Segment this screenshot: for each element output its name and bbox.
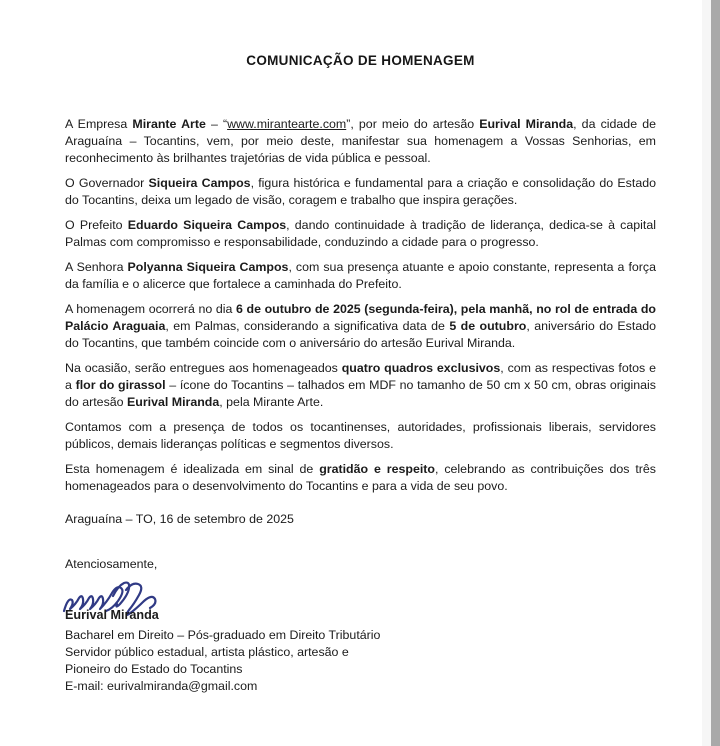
website-url-text: www.mirantearte.com — [227, 117, 347, 131]
document-title: COMUNICAÇÃO DE HOMENAGEM — [246, 53, 475, 68]
emphasized-text: Eurival Miranda — [479, 117, 574, 131]
closing-salutation: Atenciosamente, — [65, 557, 158, 571]
paragraph — [65, 301, 656, 352]
body-text: ”, por meio do artesão — [346, 117, 480, 131]
body-text: Contamos com a presença de todos os tocantinenses, autoridades, profissionais liberais, servidores públicos, demais lideranças políticas e segmentos diversos. — [65, 420, 656, 451]
signatory-name: Eurival Miranda — [65, 608, 159, 622]
signature-lines — [65, 627, 656, 695]
body-text: , com as respectivas fotos e a — [65, 361, 656, 392]
emphasized-text: 6 de outubro de 2025 (segunda-feira), pela manhã, no rol de entrada do Palácio Araguaia — [65, 302, 656, 333]
emphasized-text: Eurival Miranda — [127, 395, 220, 409]
body-text: A Empresa — [65, 117, 133, 131]
body-text: , celebrando as contribuições dos três homenageados para o desenvolvimento do Tocantins e para a vida de seu povo. — [65, 462, 656, 493]
paragraph — [65, 116, 656, 167]
emphasized-text: Mirante Arte — [132, 117, 206, 131]
emphasized-text: flor do girassol — [75, 378, 166, 392]
date-place-line: Araguaína – TO, 16 de setembro de 2025 — [65, 512, 294, 526]
body-text: , pela Mirante Arte. — [219, 395, 324, 409]
paragraph — [65, 419, 656, 453]
emphasized-text: Polyanna Siqueira Campos — [127, 260, 289, 274]
body-text: A Senhora — [65, 260, 128, 274]
body-text: , em Palmas, considerando a significativa data de — [165, 319, 450, 333]
body-text: , da cidade de Araguaína – Tocantins, vem, por meio deste, manifestar sua homenagem a Vossas Senhorias, em reconhecimento às brilhantes trajetórias de vida pública e pessoal. — [65, 117, 656, 165]
body-text: O Governador — [65, 176, 149, 190]
signature-detail-line: E-mail: eurivalmiranda@gmail.com — [65, 679, 258, 693]
body-text: – ícone do Tocantins – talhados em MDF no tamanho de 50 cm x 50 cm, obras originais do artesão — [65, 378, 656, 409]
emphasized-text: Siqueira Campos — [148, 176, 251, 190]
body-text: , dando continuidade à tradição de liderança, dedica-se à capital Palmas com compromisso e responsabilidade, conduzindo a cidade para o progresso. — [65, 218, 656, 249]
scrollbar-thumb[interactable] — [711, 0, 720, 746]
body-text: Na ocasião, serão entregues aos homenageados — [65, 361, 342, 375]
body-text: , figura histórica e fundamental para a criação e consolidação do Estado do Tocantins, deixa um legado de visão, coragem e trabalho que inspira gerações. — [65, 176, 656, 207]
signature-detail-line: Pioneiro do Estado do Tocantins — [65, 662, 243, 676]
body-text: , com sua presença atuante e apoio constante, representa a força da família e o alicerce que fortalece a caminhada do Prefeito. — [65, 260, 656, 291]
emphasized-text: gratidão e respeito — [319, 462, 435, 476]
signature-block — [65, 580, 656, 695]
body-text: , aniversário do Estado do Tocantins, que também coincide com o aniversário do artesão Eurival Miranda. — [65, 319, 656, 350]
paragraph — [65, 360, 656, 411]
emphasized-text: quatro quadros exclusivos — [341, 361, 501, 375]
paragraph — [65, 259, 656, 293]
paragraph — [65, 461, 656, 495]
body-text: A homenagem ocorrerá no dia — [65, 302, 236, 316]
signature-detail-line: Servidor público estadual, artista plástico, artesão e — [65, 645, 349, 659]
scrollbar-track — [702, 0, 711, 746]
paragraph-list — [65, 116, 656, 495]
signature-detail-line: Bacharel em Direito – Pós-graduado em Direito Tributário — [65, 628, 381, 642]
emphasized-text: 5 de outubro — [449, 319, 527, 333]
body-text: Esta homenagem é idealizada em sinal de — [65, 462, 320, 476]
paragraph — [65, 217, 656, 251]
paragraph — [65, 175, 656, 209]
letter-document — [65, 53, 656, 695]
body-text: – “ — [205, 117, 228, 131]
body-text: O Prefeito — [65, 218, 128, 232]
emphasized-text: Eduardo Siqueira Campos — [127, 218, 287, 232]
